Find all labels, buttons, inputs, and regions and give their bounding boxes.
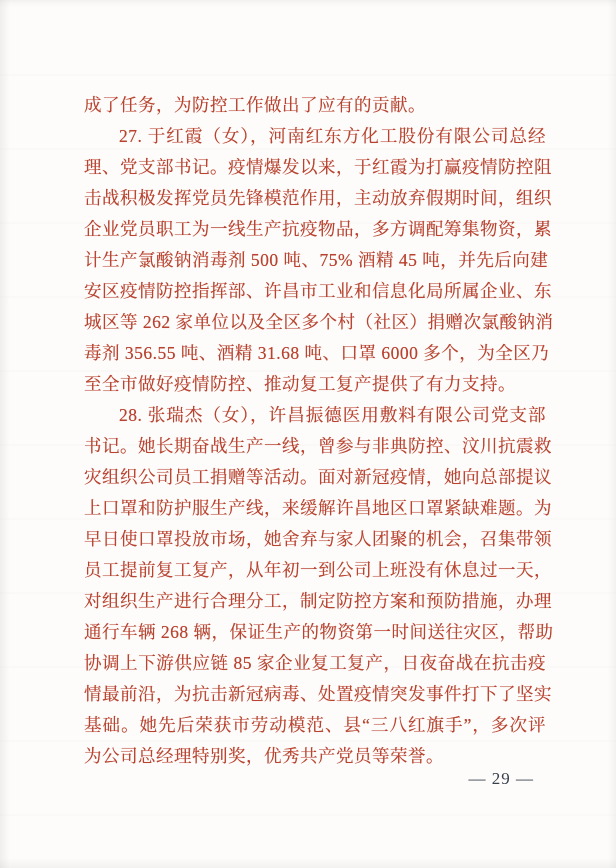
text-line: 协调上下游供应链 85 家企业复工复产，日夜奋战在抗击疫: [84, 653, 546, 673]
text-line: 上口罩和防护服生产线，来缓解许昌地区口罩紧缺难题。为: [84, 498, 552, 518]
text-line: 成了任务，为防控工作做出了应有的贡献。: [84, 95, 426, 115]
text-line: 安区疫情防控指挥部、许昌市工业和信息化局所属企业、东: [84, 281, 552, 301]
text-line: 毒剂 356.55 吨、酒精 31.68 吨、口罩 6000 多个，为全区乃: [84, 343, 550, 363]
text-line: 为公司总经理特别奖，优秀共产党员等荣誉。: [84, 746, 444, 766]
text-line: 基础。她先后荣获市劳动模范、县“三八红旗手”，多次评: [84, 715, 546, 735]
text-line: 城区等 262 家单位以及全区多个村（社区）捐赠次氯酸钠消: [84, 312, 554, 332]
text-line: 理、党支部书记。疫情爆发以来，于红霞为打赢疫情防控阻: [84, 157, 552, 177]
page-number: — 29 —: [468, 769, 534, 788]
text-line: 书记。她长期奋战生产一线，曾参与非典防控、汶川抗震救: [84, 436, 552, 456]
text-line: 企业党员职工为一线生产抗疫物品，多方调配筹集物资，累: [84, 219, 552, 239]
text-line: 情最前沿，为抗击新冠病毒、处置疫情突发事件打下了坚实: [84, 684, 552, 704]
text-line: 对组织生产进行合理分工，制定防控方案和预防措施，办理: [84, 591, 552, 611]
text-line: 27. 于红霞（女），河南红东方化工股份有限公司总经: [119, 126, 546, 146]
text-line: 员工提前复工复产，从年初一到公司上班没有休息过一天，: [84, 560, 552, 580]
text-line: 击战积极发挥党员先锋模范作用，主动放弃假期时间，组织: [84, 188, 552, 208]
text-line: 灾组织公司员工捐赠等活动。面对新冠疫情，她向总部提议: [84, 467, 552, 487]
text-line: 计生产氯酸钠消毒剂 500 吨、75% 酒精 45 吨，并先后向建: [84, 250, 549, 270]
text-line: 至全市做好疫情防控、推动复工复产提供了有力支持。: [84, 374, 516, 394]
text-line: 通行车辆 268 辆，保证生产的物资第一时间送往灾区，帮助: [84, 622, 554, 642]
text-line: 早日使口罩投放市场，她舍弃与家人团聚的机会，召集带领: [84, 529, 552, 549]
text-line: 28. 张瑞杰（女），许昌振德医用敷料有限公司党支部: [119, 405, 546, 425]
document-text-block: [84, 90, 554, 772]
